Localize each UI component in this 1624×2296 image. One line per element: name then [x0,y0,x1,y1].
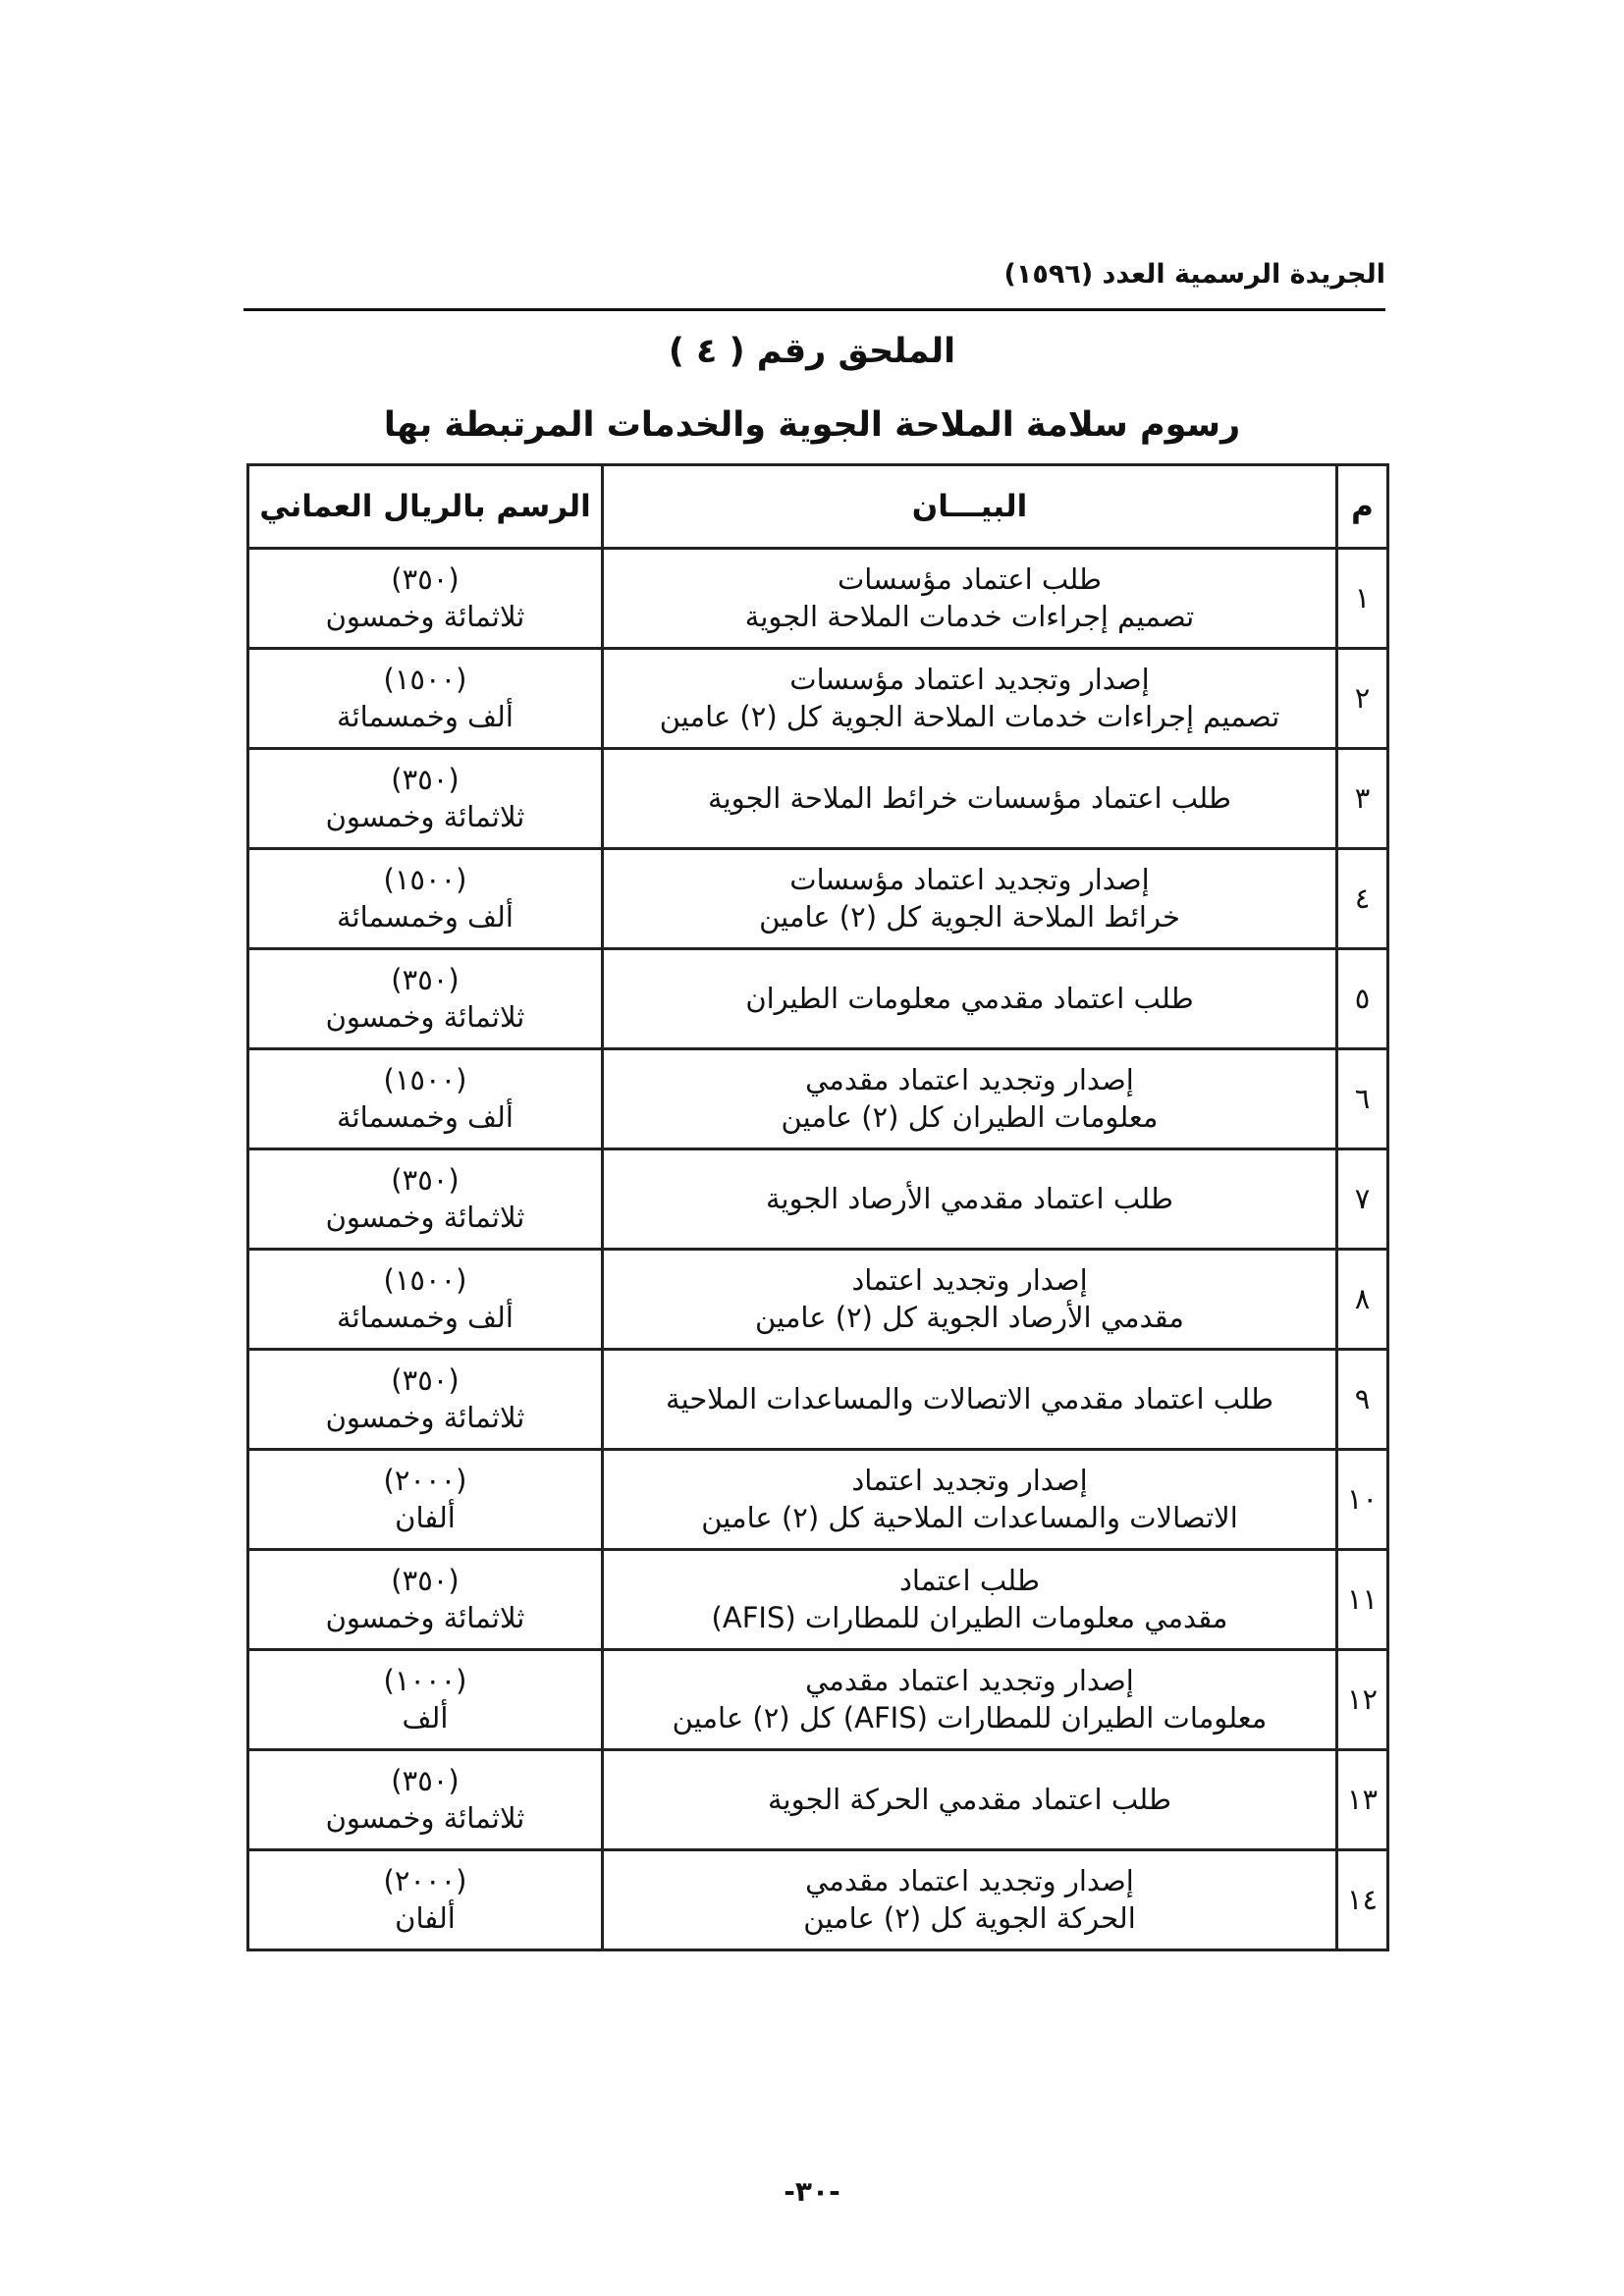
fee-amount-number: (١٠٠٠) [383,1663,467,1697]
gazette-header-text: الجريدة الرسمية العدد (١٥٩٦) [1003,259,1385,290]
fee-amount-number: (١٥٠٠) [383,1062,467,1096]
row-number: ١ [1337,549,1388,649]
row-number: ١٤ [1337,1850,1388,1950]
row-fee [248,1149,603,1250]
row-fee [248,649,603,749]
table-row [248,849,1388,949]
fee-amount-number: (٣٥٠) [391,1162,460,1197]
row-number: ١٢ [1337,1650,1388,1750]
description-line-1: طلب اعتماد مؤسسات خرائط الملاحة الجوية [708,780,1231,815]
fee-amount-words: ثلاثمائة وخمسون [325,1800,525,1835]
description-line-1: طلب اعتماد مقدمي الأرصاد الجوية [766,1181,1173,1215]
table-row [248,1149,1388,1250]
description-line-1: إصدار وتجديد اعتماد [851,1262,1088,1297]
table-row [248,649,1388,749]
fee-amount-number: (١٥٠٠) [383,862,467,896]
row-fee [248,849,603,949]
row-fee [248,749,603,849]
row-fee [248,1550,603,1650]
fee-amount-words: ألف [402,1700,449,1735]
fee-amount-number: (٢٠٠٠) [383,1463,467,1497]
row-description [603,1149,1337,1250]
table-row [248,1450,1388,1550]
table-row [248,749,1388,849]
description-line-1: إصدار وتجديد اعتماد [851,1463,1088,1497]
fee-amount-words: ثلاثمائة وخمسون [325,1400,525,1434]
row-number: ٤ [1337,849,1388,949]
table-row [248,1350,1388,1450]
gazette-header [244,259,1385,310]
row-number: ١٠ [1337,1450,1388,1550]
row-description [603,1250,1337,1350]
header-rule [244,308,1385,311]
description-line-2: معلومات الطيران للمطارات (AFIS) كل (٢) عامين [672,1700,1268,1735]
row-description [603,749,1337,849]
table-row [248,549,1388,649]
table-row [248,1049,1388,1149]
fee-amount-number: (٣٥٠) [391,1763,460,1797]
row-description [603,649,1337,749]
description-line-1: طلب اعتماد مقدمي الاتصالات والمساعدات الملاحية [666,1381,1273,1415]
fee-amount-number: (١٥٠٠) [383,1262,467,1297]
description-line-1: إصدار وتجديد اعتماد مؤسسات [789,862,1150,896]
fee-amount-number: (٣٥٠) [391,561,460,596]
fee-amount-words: ثلاثمائة وخمسون [325,999,525,1034]
page-title: رسوم سلامة الملاحة الجوية والخدمات المرتبطة بها [383,405,1241,445]
description-line-2: تصميم إجراءات خدمات الملاحة الجوية كل (٢) عامين [659,699,1280,733]
table-row [248,1850,1388,1950]
row-number: ١٣ [1337,1750,1388,1850]
row-description [603,1350,1337,1450]
column-header-description: البيـــان [603,465,1337,549]
description-line-2: خرائط الملاحة الجوية كل (٢) عامين [759,899,1180,934]
fee-amount-words: ألف وخمسمائة [337,699,514,733]
row-fee [248,1750,603,1850]
fee-amount-words: ثلاثمائة وخمسون [325,1600,525,1634]
description-line-1: طلب اعتماد مقدمي معلومات الطيران [745,981,1194,1015]
fee-amount-words: ألفان [395,1900,456,1935]
description-line-1: طلب اعتماد مقدمي الحركة الجوية [768,1782,1171,1816]
fee-amount-words: ألف وخمسمائة [337,899,514,934]
fees-table [246,463,1389,1951]
fee-amount-number: (٣٥٠) [391,1362,460,1397]
row-number: ٧ [1337,1149,1388,1250]
description-line-1: إصدار وتجديد اعتماد مقدمي [805,1663,1134,1697]
row-number: ٦ [1337,1049,1388,1149]
table-row [248,1750,1388,1850]
row-description [603,1049,1337,1149]
row-description [603,1650,1337,1750]
row-description [603,949,1337,1049]
row-description [603,549,1337,649]
description-line-2: الاتصالات والمساعدات الملاحية كل (٢) عامين [701,1500,1238,1534]
row-fee [248,1850,603,1950]
fee-amount-number: (٣٥٠) [391,762,460,796]
description-line-2: مقدمي معلومات الطيران للمطارات (AFIS) [711,1600,1228,1634]
fee-amount-words: ثلاثمائة وخمسون [325,1200,525,1234]
row-description [603,1550,1337,1650]
row-fee [248,1250,603,1350]
description-line-1: إصدار وتجديد اعتماد مؤسسات [789,662,1150,696]
description-line-1: طلب اعتماد مؤسسات [837,561,1103,596]
annex-title: الملحق رقم ( ٤ ) [668,332,956,371]
fee-amount-number: (٣٥٠) [391,962,460,996]
table-row [248,1550,1388,1650]
row-fee [248,949,603,1049]
row-fee [248,1650,603,1750]
table-header-row [248,465,1388,549]
fee-amount-words: ثلاثمائة وخمسون [325,799,525,833]
description-line-2: مقدمي الأرصاد الجوية كل (٢) عامين [755,1300,1184,1334]
table-row [248,949,1388,1049]
row-description [603,1750,1337,1850]
row-number: ٥ [1337,949,1388,1049]
fee-amount-words: ألف وخمسمائة [337,1300,514,1334]
description-line-1: إصدار وتجديد اعتماد مقدمي [805,1863,1134,1897]
description-line-1: إصدار وتجديد اعتماد مقدمي [805,1062,1134,1096]
fee-amount-words: ألفان [395,1500,456,1534]
fee-amount-number: (٣٥٠) [391,1563,460,1597]
description-line-1: طلب اعتماد [898,1563,1040,1597]
row-number: ٢ [1337,649,1388,749]
row-number: ١١ [1337,1550,1388,1650]
row-description [603,849,1337,949]
fee-amount-words: ألف وخمسمائة [337,1099,514,1134]
row-number: ٨ [1337,1250,1388,1350]
row-number: ٩ [1337,1350,1388,1450]
fee-amount-number: (٢٠٠٠) [383,1863,467,1897]
column-header-fee: الرسم بالريال العماني [248,465,603,549]
row-fee [248,1450,603,1550]
row-description [603,1850,1337,1950]
description-line-2: الحركة الجوية كل (٢) عامين [803,1900,1136,1935]
fee-amount-words: ثلاثمائة وخمسون [325,599,525,633]
row-fee [248,549,603,649]
description-line-2: تصميم إجراءات خدمات الملاحة الجوية [744,599,1195,633]
row-number: ٣ [1337,749,1388,849]
fee-amount-number: (١٥٠٠) [383,662,467,696]
page-number: -٣٠- [784,2175,840,2208]
row-fee [248,1350,603,1450]
row-fee [248,1049,603,1149]
table-row [248,1650,1388,1750]
description-line-2: معلومات الطيران كل (٢) عامين [781,1099,1159,1134]
column-header-number: م [1337,465,1388,549]
table-row [248,1250,1388,1350]
row-description [603,1450,1337,1550]
